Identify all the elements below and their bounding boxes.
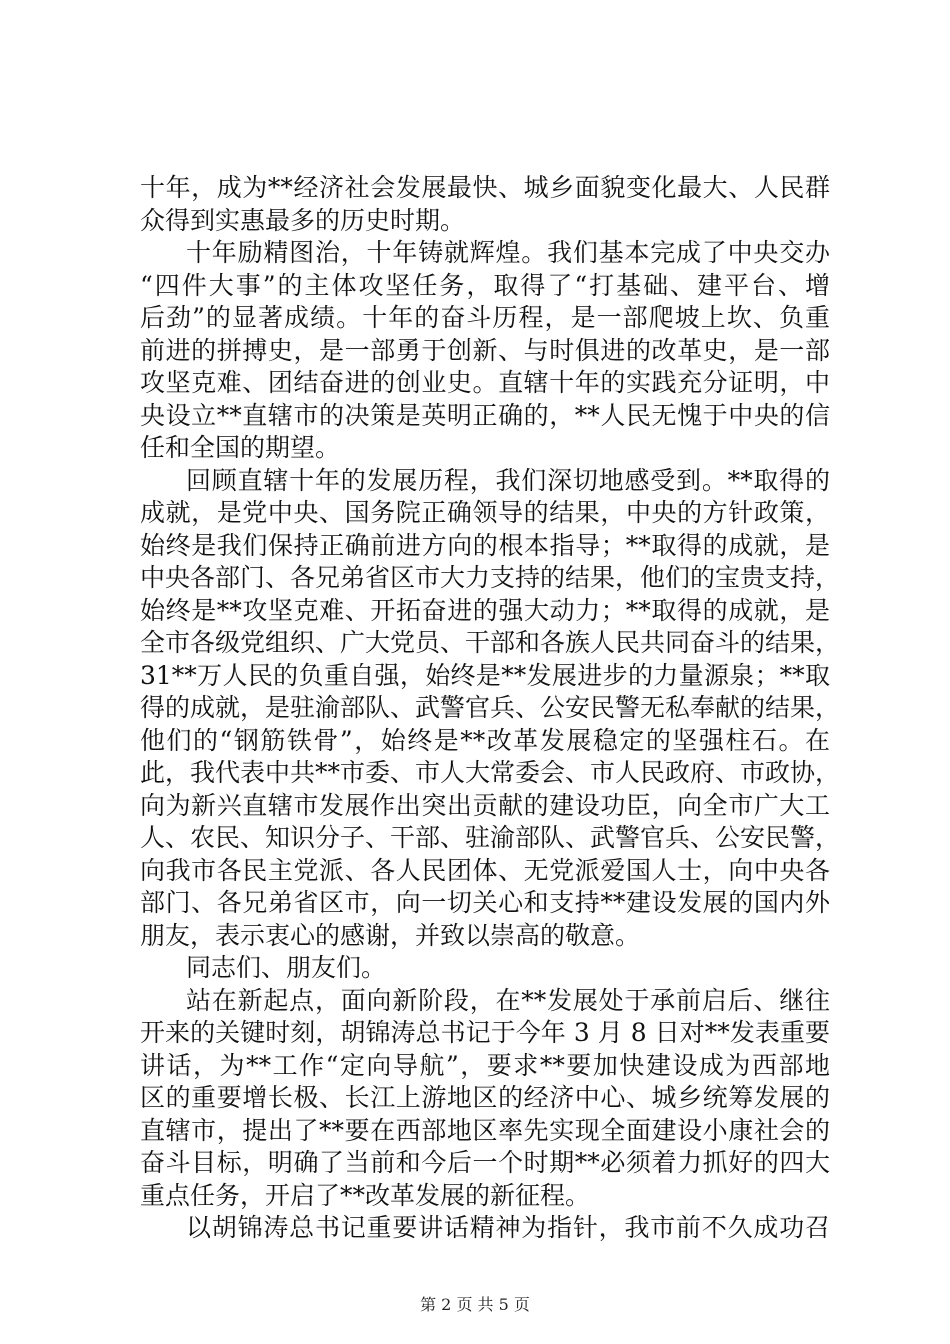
text-line: 区的重要增长极、长江上游地区的经济中心、城乡统筹发展的 (140, 1083, 830, 1112)
text-line: 朋友，表示衷心的感谢，并致以崇高的敬意。 (140, 920, 641, 950)
text-line: 开来的关键时刻，胡锦涛总书记于今年 3 月 8 日对**发表重要 (140, 1018, 830, 1047)
text-line: 十年励精图治，十年铸就辉煌。我们基本完成了中央交办 (186, 238, 830, 267)
text-line: 31**万人民的负重自强，始终是**发展进步的力量源泉；**取 (140, 660, 830, 690)
text-line: 始终是**攻坚克难、开拓奋进的强大动力；**取得的成就，是 (140, 595, 830, 625)
text-line: 攻坚克难、团结奋进的创业史。直辖十年的实践充分证明，中 (140, 368, 830, 397)
text-line: “四件大事”的主体攻坚任务，取得了“打基础、建平台、增 (140, 270, 830, 300)
text-line: 向我市各民主党派、各人民团体、无党派爱国人士，向中央各 (140, 855, 830, 885)
text-line: 此，我代表中共**市委、市人大常委会、市人民政府、市政协， (140, 758, 841, 787)
text-line: 前进的拼搏史，是一部勇于创新、与时俱进的改革史，是一部 (140, 335, 830, 365)
page-footer: 第 2 页 共 5 页 (420, 1295, 530, 1314)
text-line: 部门、各兄弟省区市，向一切关心和支持**建设发展的国内外 (140, 888, 830, 917)
text-line: 以胡锦涛总书记重要讲话精神为指针，我市前不久成功召 (186, 1213, 830, 1242)
text-line: 全市各级党组织、广大党员、干部和各族人民共同奋斗的结果， (140, 628, 841, 657)
text-line: 直辖市，提出了**要在西部地区率先实现全面建设小康社会的 (140, 1115, 830, 1145)
text-line: 众得到实惠最多的历史时期。 (140, 205, 466, 235)
text-line: 人、农民、知识分子、干部、驻渝部队、武警官兵、公安民警， (140, 823, 841, 852)
text-line: 讲话，为**工作“定向导航”，要求**要加快建设成为西部地 (140, 1050, 830, 1080)
text-line: 回顾直辖十年的发展历程，我们深切地感受到。**取得的 (186, 465, 830, 495)
text-line: 得的成就，是驻渝部队、武警官兵、公安民警无私奉献的结果， (140, 693, 841, 722)
text-line: 十年，成为**经济社会发展最快、城乡面貌变化最大、人民群 (140, 173, 830, 202)
text-line: 成就，是党中央、国务院正确领导的结果，中央的方针政策， (140, 498, 830, 527)
text-line: 后劲”的显著成绩。十年的奋斗历程，是一部爬坡上坎、负重 (140, 303, 830, 332)
text-line: 他们的“钢筋铁骨”，始终是**改革发展稳定的坚强柱石。在 (140, 725, 830, 755)
text-line: 向为新兴直辖市发展作出突出贡献的建设功臣，向全市广大工 (140, 790, 830, 820)
text-line: 重点任务，开启了**改革发展的新征程。 (140, 1180, 591, 1210)
text-line: 始终是我们保持正确前进方向的根本指导；**取得的成就，是 (140, 530, 830, 560)
text-line: 站在新起点，面向新阶段，在**发展处于承前启后、继往 (186, 985, 830, 1015)
text-line: 任和全国的期望。 (140, 433, 341, 462)
body-text (140, 172, 841, 1245)
text-line: 央设立**直辖市的决策是英明正确的，**人民无愧于中央的信 (140, 400, 830, 430)
text-line: 同志们、朋友们。 (186, 953, 387, 982)
text-line: 中央各部门、各兄弟省区市大力支持的结果，他们的宝贵支持， (140, 563, 841, 592)
text-line: 奋斗目标，明确了当前和今后一个时期**必须着力抓好的四大 (140, 1148, 830, 1177)
